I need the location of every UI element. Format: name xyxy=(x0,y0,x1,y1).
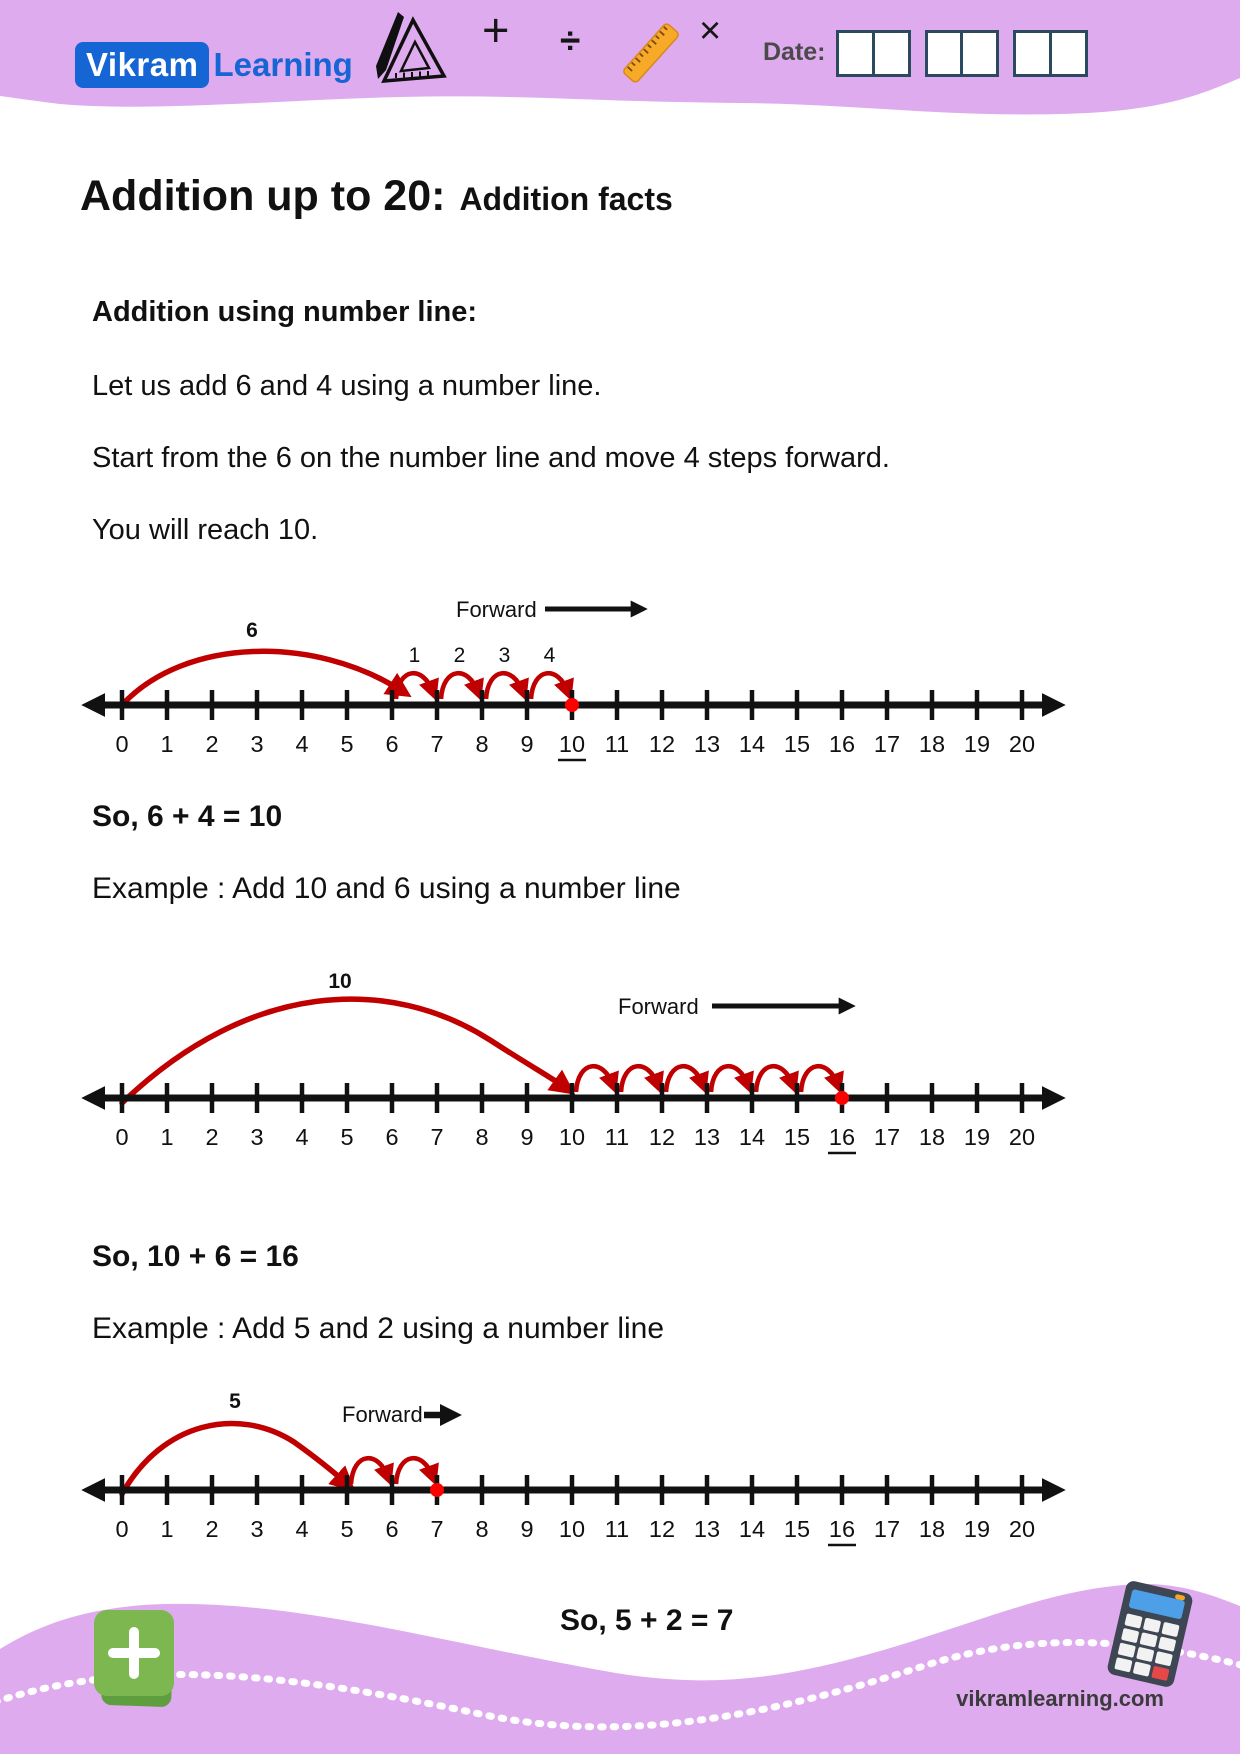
brand-logo xyxy=(75,42,353,88)
date-box[interactable] xyxy=(960,30,999,77)
result-statement: So, 5 + 2 = 7 xyxy=(560,1604,734,1637)
jump-label: 6 xyxy=(246,619,258,642)
footer-band xyxy=(0,1554,1240,1754)
tick-label: 11 xyxy=(604,1124,630,1150)
hop-arc xyxy=(351,1458,388,1484)
date-group-day xyxy=(836,30,911,77)
tick-label: 15 xyxy=(783,1124,811,1150)
hop-arc xyxy=(441,673,478,699)
date-box[interactable] xyxy=(1013,30,1052,77)
tick-label: 1 xyxy=(160,731,174,757)
hop-arc xyxy=(801,1066,838,1092)
tick-label: 10 xyxy=(558,1516,586,1542)
tick-label: 2 xyxy=(205,1516,219,1542)
tick-label: 19 xyxy=(963,1124,991,1150)
hop-arc xyxy=(486,673,523,699)
hop-label: 1 xyxy=(408,644,421,667)
tick-label: 4 xyxy=(295,731,309,757)
tick-label: 20 xyxy=(1008,731,1036,757)
landing-dot xyxy=(430,1483,444,1497)
hop-arc xyxy=(621,1066,658,1092)
jump-arc xyxy=(122,1423,347,1494)
ruler-icon xyxy=(616,18,686,88)
jump-arc xyxy=(122,999,566,1103)
tick-label: 16 xyxy=(828,1516,856,1542)
title-main: Addition up to 20: xyxy=(80,172,446,220)
tick-label: 14 xyxy=(738,731,766,757)
plus-badge-front xyxy=(94,1610,174,1696)
tick-label: 10 xyxy=(558,1124,586,1150)
jump-label: 10 xyxy=(328,970,352,993)
hop-arc xyxy=(531,673,568,699)
calculator-keys xyxy=(1114,1613,1179,1681)
tick-label: 2 xyxy=(205,1124,219,1150)
section-heading: Addition using number line: xyxy=(92,296,478,328)
tick-label: 12 xyxy=(648,731,676,757)
tick-label: 11 xyxy=(604,731,630,757)
landing-dot xyxy=(565,698,579,712)
tick-label: 3 xyxy=(250,1124,264,1150)
tick-label: 20 xyxy=(1008,1516,1036,1542)
result-statement: So, 6 + 4 = 10 xyxy=(92,800,283,833)
tick-label: 19 xyxy=(963,1516,991,1542)
hop-arc xyxy=(396,673,433,699)
tick-label: 5 xyxy=(340,1516,354,1542)
tick-label: 18 xyxy=(918,731,946,757)
tick-label: 14 xyxy=(738,1516,766,1542)
tick-label: 17 xyxy=(873,731,901,757)
tick-label: 5 xyxy=(340,1124,354,1150)
plus-icon: + xyxy=(482,3,510,56)
forward-label: Forward xyxy=(618,994,699,1019)
tick-label: 9 xyxy=(520,1124,534,1150)
tick-label: 0 xyxy=(115,731,129,757)
tick-label: 1 xyxy=(160,1124,174,1150)
example-statement: Example : Add 5 and 2 using a number line xyxy=(92,1312,665,1345)
hop-label: 2 xyxy=(453,644,466,667)
tick-label: 2 xyxy=(205,731,219,757)
tick-label: 16 xyxy=(828,731,856,757)
page-title xyxy=(80,172,673,221)
tick-label: 17 xyxy=(873,1516,901,1542)
tick-label: 0 xyxy=(115,1124,129,1150)
plus-glyph xyxy=(129,1627,139,1679)
tick-label: 18 xyxy=(918,1124,946,1150)
hop-arc xyxy=(756,1066,793,1092)
tick-label: 6 xyxy=(385,731,399,757)
website-url: vikramlearning.com xyxy=(956,1686,1164,1711)
tick-label: 0 xyxy=(115,1516,129,1542)
logo-secondary: Learning xyxy=(213,46,353,83)
date-box[interactable] xyxy=(872,30,911,77)
tick-label: 8 xyxy=(475,1124,489,1150)
result-statement: So, 10 + 6 = 16 xyxy=(92,1240,299,1273)
number-line-diagram-2 xyxy=(0,950,1240,1170)
tick-label: 12 xyxy=(648,1124,676,1150)
tick-label: 6 xyxy=(385,1516,399,1542)
date-label: Date: xyxy=(763,38,826,66)
tick-label: 17 xyxy=(873,1124,901,1150)
paragraph: Start from the 6 on the number line and move 4 steps forward. xyxy=(92,442,890,474)
title-sub: Addition facts xyxy=(459,181,673,217)
plus-badge-icon xyxy=(94,1610,180,1708)
date-group-year xyxy=(1013,30,1088,77)
tick-label: 18 xyxy=(918,1516,946,1542)
tick-label: 13 xyxy=(693,1516,721,1542)
date-field xyxy=(836,30,1088,77)
set-square-pencil-icon xyxy=(368,8,448,88)
hop-arc xyxy=(396,1458,433,1484)
tick-label: 5 xyxy=(340,731,354,757)
date-box[interactable] xyxy=(925,30,964,77)
tick-label: 3 xyxy=(250,731,264,757)
tick-label: 14 xyxy=(738,1124,766,1150)
tick-label: 12 xyxy=(648,1516,676,1542)
landing-dot xyxy=(835,1091,849,1105)
number-line-diagram-3 xyxy=(0,1342,1240,1562)
paragraph: You will reach 10. xyxy=(92,514,319,546)
date-box[interactable] xyxy=(836,30,875,77)
jump-arc xyxy=(122,651,402,705)
tick-label: 7 xyxy=(430,731,444,757)
tick-label: 13 xyxy=(693,1124,721,1150)
hop-label: 4 xyxy=(543,644,556,667)
date-box[interactable] xyxy=(1049,30,1088,77)
date-group-month xyxy=(925,30,1000,77)
tick-label: 19 xyxy=(963,731,991,757)
hop-arc xyxy=(576,1066,613,1092)
tick-label: 6 xyxy=(385,1124,399,1150)
tick-label: 15 xyxy=(783,731,811,757)
tick-label: 16 xyxy=(828,1124,856,1150)
forward-label: Forward xyxy=(456,597,537,622)
hop-label: 3 xyxy=(498,644,511,667)
tick-label: 13 xyxy=(693,731,721,757)
tick-label: 4 xyxy=(295,1516,309,1542)
tick-label: 15 xyxy=(783,1516,811,1542)
divide-icon: ÷ xyxy=(560,20,581,61)
forward-label: Forward xyxy=(342,1402,423,1427)
logo-primary: Vikram xyxy=(75,42,209,88)
hop-arc xyxy=(666,1066,703,1092)
example-statement: Example : Add 10 and 6 using a number line xyxy=(92,872,681,905)
tick-label: 3 xyxy=(250,1516,264,1542)
tick-label: 7 xyxy=(430,1124,444,1150)
number-line-diagram-1 xyxy=(0,555,1240,775)
tick-label: 1 xyxy=(160,1516,174,1542)
hop-arc xyxy=(711,1066,748,1092)
tick-label: 9 xyxy=(520,1516,534,1542)
tick-label: 8 xyxy=(475,731,489,757)
tick-label: 20 xyxy=(1008,1124,1036,1150)
multiply-icon: × xyxy=(699,10,722,52)
tick-label: 8 xyxy=(475,1516,489,1542)
tick-label: 9 xyxy=(520,731,534,757)
tick-label: 11 xyxy=(604,1516,630,1542)
paragraph: Let us add 6 and 4 using a number line. xyxy=(92,370,602,402)
tick-label: 7 xyxy=(430,1516,444,1542)
tick-label: 10 xyxy=(558,731,586,757)
jump-label: 5 xyxy=(229,1390,241,1413)
tick-label: 4 xyxy=(295,1124,309,1150)
